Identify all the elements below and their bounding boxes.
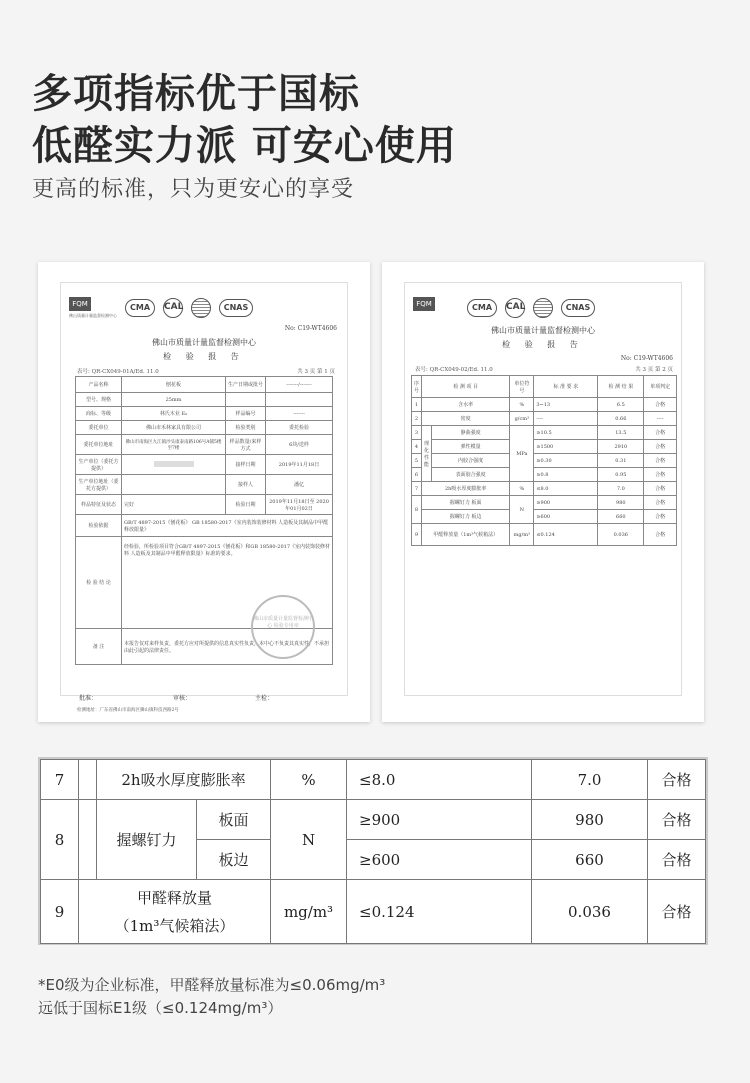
report-org: 佛山市质量计量监督检测中心 xyxy=(152,338,256,347)
form-number: 表号: QR-CX049-02/Ed. 11.0 xyxy=(415,367,493,373)
report-number: No: C19-WT4606 xyxy=(284,325,337,332)
sign-approve: 批准： xyxy=(79,695,98,702)
report-number: No: C19-WT4606 xyxy=(620,355,673,362)
redacted-block xyxy=(154,461,194,467)
cal-badge-icon: CAL xyxy=(163,298,183,318)
sign-review: 审核： xyxy=(173,695,192,702)
globe-badge-icon xyxy=(533,298,553,318)
headline-line2: 低醛实力派 可安心使用 xyxy=(32,123,457,169)
page-number: 共 3 页 第 2 页 xyxy=(635,367,673,373)
sign-main: 主检： xyxy=(255,695,274,702)
remark-label: 备 注 xyxy=(76,629,122,665)
certificate-page-2 xyxy=(382,262,704,722)
footnote xyxy=(38,974,385,1020)
inspection-stamp: 佛山市质量计量监督检测中心 检验专用章 xyxy=(251,595,315,659)
fqm-logo: FQM xyxy=(413,297,435,311)
results-table: 序号 检 测 项 目 单位符号 标 准 要 求 检 测 结 果 单项判定 1 含水率 % 3~13 6.5 合格 2 密度 g/cm³ ---- 0.66 ---- 3 理 化 性 能 静曲强度 MPa ≥10.5 13.5 合格 4 弹性模量 ≥1500 2910 合格 5 内胶合强度 ≥0.30 0.31 合格 6 表面胶合强度 ≥0.8 0.95 合格 7 2h吸水厚度膨胀率 % ≤8.0 7.0 合格 8 握螺钉力 板面 N ≥900 980 合格 握螺钉力 板边 ≥600 660 合格 9 甲醛释放量（1m³气候箱法） mg/m³ ≤0.124 0.036 合格 xyxy=(411,375,677,546)
table-row: 7 2h吸水厚度膨胀率 % ≤8.0 7.0 合格 xyxy=(41,760,706,800)
subheadline: 更高的标准，只为更安心的享受 xyxy=(32,177,355,202)
headline xyxy=(32,68,457,172)
footnote-line1: *E0级为企业标准，甲醛释放量标准为≤0.06mg/m³ xyxy=(38,976,386,994)
cnas-badge-icon: CNAS xyxy=(561,299,595,317)
conclusion-text: 经检验，所检验项目符合GB/T 4897-2015《刨花板》和GB 18580-2017《室内装饰装修材料 人造板及其制品中甲醛释放限量》标准的要求。 xyxy=(122,537,333,629)
info-table: 产品名称 刨花板 生产日期或批号 -------/------- 型号、规格 25mm 商标、等级 林氏木业 E₀ 样品编号 ------- 委托单位 佛山市禾林家具有限公司 检验类别 委托检验 委托单位地址 佛山市南海区九江镇沙头康泰南路106号A铺5楼至7楼 样品数量/来样方式 6块/送样 生产单位（委托方提供） 接样日期 2019年11月18日 生产单位地址（委托方提供） 接样人 潘亿 样品特征及状态 完好 检验日期 2019年11月18日至 2020年01月02日 检验依据 GB/T 4897-2015《刨花板》 GB 18580-2017《室内装饰装修材料 人造板及其制品中甲醛释放限量》 检 验 结 论 经检验，所检验项目符合GB/T 4897-2015《刨花板》和GB 18580-2017《室内装饰装修材料 人造板及其制品中甲醛释放限量》标准的要求。 备 注 本报告仅对来样负责，委托方应对所提供的信息真实性负责，本中心不负责其真实性，不承担由此引起的法律责任。 xyxy=(75,376,333,665)
report-title: 检 验 报 告 xyxy=(502,340,584,349)
globe-badge-icon xyxy=(191,298,211,318)
conclusion-label: 检 验 结 论 xyxy=(76,537,122,629)
test-address: 检测地址：广东省佛山市南海区狮山镇科技西路2号 xyxy=(77,708,179,713)
certificate-page-1 xyxy=(38,262,370,722)
cnas-badge-icon: CNAS xyxy=(219,299,253,317)
cma-badge-icon: CMA xyxy=(125,299,155,317)
headline-line1: 多项指标优于国标 xyxy=(32,71,360,117)
remark-text: 本报告仅对来样负责，委托方应对所提供的信息真实性负责，本中心不负责其真实性，不承担由此引起的法律责任。 xyxy=(122,629,333,665)
cma-badge-icon: CMA xyxy=(467,299,497,317)
fqm-logo: FQM xyxy=(69,297,91,311)
table-row: 板边 ≥600 660 合格 xyxy=(41,840,706,880)
form-number: 表号: QR-CX049-01A/Ed. 11.0 xyxy=(77,369,159,375)
report-title: 检 验 报 告 xyxy=(163,352,245,361)
zoomed-results-table xyxy=(38,757,708,945)
report-org: 佛山市质量计量监督检测中心 xyxy=(491,326,595,335)
table-row: 8 握螺钉力 板面 N ≥900 980 合格 xyxy=(41,800,706,840)
footnote-line2: 远低于国标E1级（≤0.124mg/m³） xyxy=(38,999,283,1017)
fqm-logo-subtitle: 佛山质量计量监督检测中心 xyxy=(69,313,117,318)
page-number: 共 3 页 第 1 页 xyxy=(297,369,335,375)
cal-badge-icon: CAL xyxy=(505,298,525,318)
table-row: 9 甲醛释放量 （1m³气候箱法） mg/m³ ≤0.124 0.036 合格 xyxy=(41,880,706,944)
